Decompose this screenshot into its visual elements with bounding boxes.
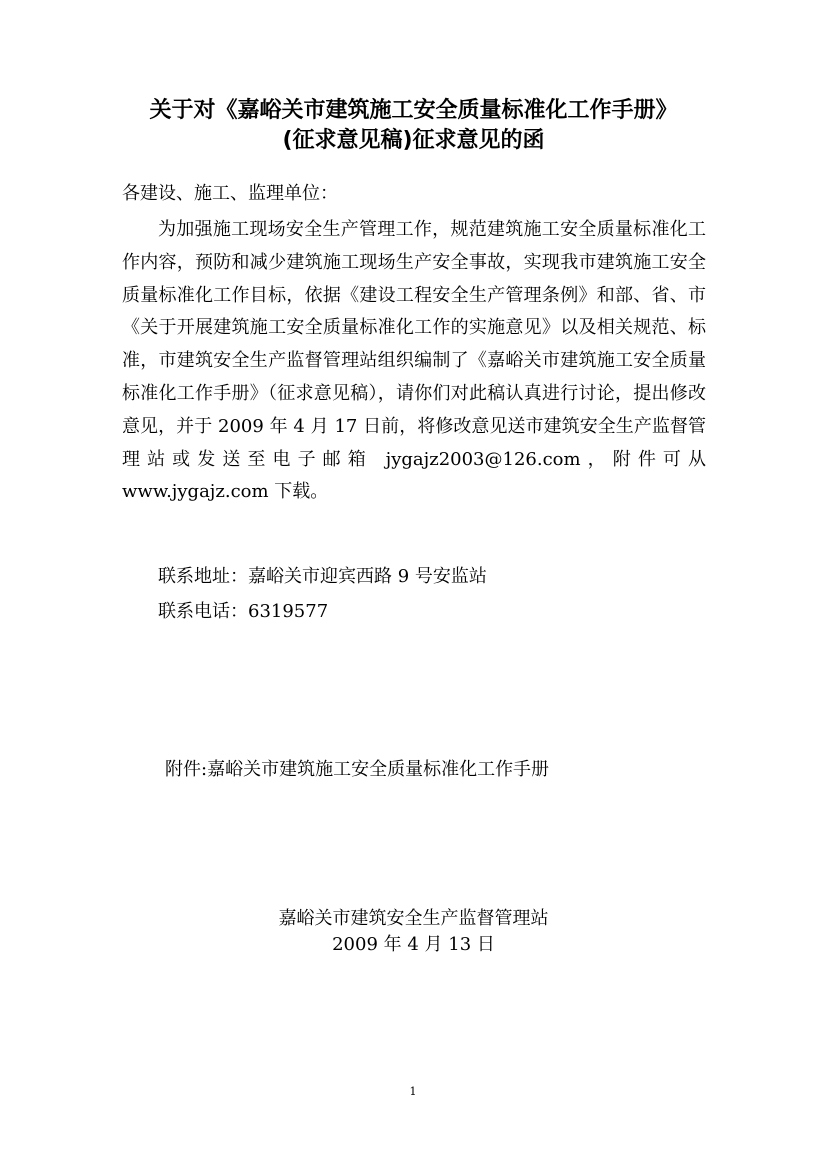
contact-address: 联系地址：嘉峪关市迎宾西路 9 号安监站 — [158, 566, 487, 587]
signature-organization: 嘉峪关市建筑安全生产监督管理站 — [278, 908, 549, 929]
body-paragraph: 为加强施工现场安全生产管理工作，规范建筑施工安全质量标准化工作内容，预防和减少建筑施工现场生产安全事故，实现我市建筑施工安全质量标准化工作目标，依据《建设工程安全生产管理条例》和部、省、市《关于开展建筑施工安全质量标准化工作的实施意见》以及相关规范、标准，市建筑安全生产监督管理站组织编制了《嘉峪关市建筑施工安全质量标准化工作手册》（征求意见稿），请你们对此稿认真进行讨论，提出修改意见，并于 2009 年 4 月 17 日前，将修改意见送市建筑安全生产监督管理站或发送至电子邮箱 jygajz2003@126.com，附件可从 www.jygajz.com 下载。 — [122, 219, 706, 503]
document-title-line-2: (征求意见稿)征求意见的函 — [282, 128, 545, 153]
signature-date: 2009 年 4 月 13 日 — [332, 934, 495, 955]
attachment-note: 附件:嘉峪关市建筑施工安全质量标准化工作手册 — [165, 759, 550, 780]
salutation: 各建设、施工、监理单位： — [122, 183, 338, 204]
page-number: 1 — [409, 1085, 417, 1098]
contact-phone: 联系电话：6319577 — [158, 601, 329, 622]
document-title-line-1: 关于对《嘉峪关市建筑施工安全质量标准化工作手册》 — [149, 98, 678, 123]
